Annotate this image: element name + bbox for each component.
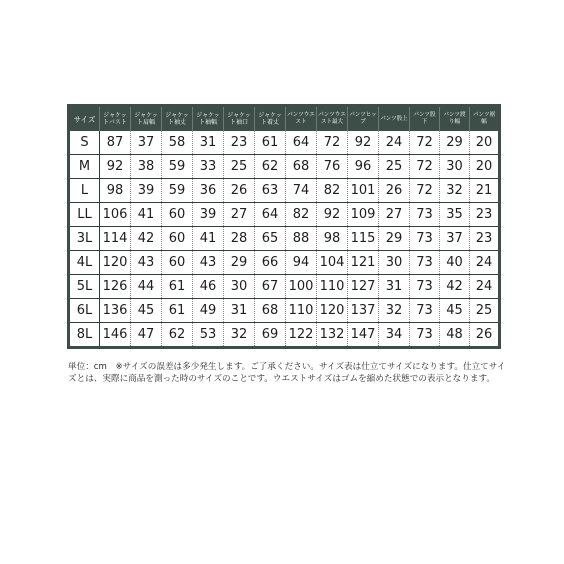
measurement-cell: 23: [224, 131, 255, 155]
table-row: [69, 131, 500, 155]
measurement-cell: 98: [100, 179, 131, 203]
header-pants-waist-max: パンツウエスト最大: [317, 106, 348, 132]
size-label-cell: 3L: [69, 227, 100, 251]
measurement-cell: 76: [317, 155, 348, 179]
measurement-cell: 73: [410, 299, 440, 323]
size-label-cell: LL: [69, 203, 100, 227]
measurement-cell: 41: [131, 203, 162, 227]
measurement-cell: 98: [317, 227, 348, 251]
measurement-cell: 60: [162, 227, 193, 251]
size-label-cell: S: [69, 131, 100, 155]
measurement-cell: 126: [100, 275, 131, 299]
size-note: 単位：cm ※サイズの誤差は多少発生します。ご了承ください。サイズ表は仕立てサイズになります。仕立てサイズとは、実際に商品を測った時のサイズのことです。ウエストサイズはゴムを縮めた状態での表示となります。: [68, 362, 506, 384]
measurement-cell: 27: [379, 203, 410, 227]
measurement-cell: 94: [286, 251, 317, 275]
header-jacket-sleeve-width: ジャケット袖幅: [193, 106, 224, 132]
measurement-cell: 121: [348, 251, 379, 275]
measurement-cell: 59: [162, 155, 193, 179]
measurement-cell: 46: [193, 275, 224, 299]
measurement-cell: 67: [255, 275, 286, 299]
header-pants-hip: パンツヒップ: [348, 106, 379, 132]
measurement-cell: 62: [162, 323, 193, 348]
measurement-cell: 32: [379, 299, 410, 323]
measurement-cell: 61: [162, 299, 193, 323]
measurement-cell: 73: [410, 203, 440, 227]
header-jacket-length: ジャケット着丈: [255, 106, 286, 132]
size-label-cell: L: [69, 179, 100, 203]
measurement-cell: 60: [162, 251, 193, 275]
measurement-cell: 136: [100, 299, 131, 323]
measurement-cell: 146: [100, 323, 131, 348]
measurement-cell: 29: [224, 251, 255, 275]
measurement-cell: 73: [410, 323, 440, 348]
measurement-cell: 20: [470, 131, 500, 155]
measurement-cell: 36: [193, 179, 224, 203]
measurement-cell: 66: [255, 251, 286, 275]
measurement-cell: 92: [348, 131, 379, 155]
measurement-cell: 65: [255, 227, 286, 251]
table-row: [69, 179, 500, 203]
measurement-cell: 96: [348, 155, 379, 179]
measurement-cell: 48: [440, 323, 470, 348]
header-pants-waist: パンツウエスト: [286, 106, 317, 132]
measurement-cell: 74: [286, 179, 317, 203]
measurement-cell: 34: [379, 323, 410, 348]
measurement-cell: 122: [286, 323, 317, 348]
measurement-cell: 42: [440, 275, 470, 299]
measurement-cell: 24: [470, 251, 500, 275]
measurement-cell: 82: [317, 179, 348, 203]
measurement-cell: 114: [100, 227, 131, 251]
measurement-cell: 44: [131, 275, 162, 299]
header-jacket-shoulder: ジャケット肩幅: [131, 106, 162, 132]
measurement-cell: 24: [379, 131, 410, 155]
measurement-cell: 47: [131, 323, 162, 348]
table-row: [69, 227, 500, 251]
measurement-cell: 88: [286, 227, 317, 251]
measurement-cell: 73: [410, 275, 440, 299]
measurement-cell: 72: [410, 155, 440, 179]
measurement-cell: 120: [317, 299, 348, 323]
measurement-cell: 109: [348, 203, 379, 227]
measurement-cell: 72: [410, 179, 440, 203]
measurement-cell: 87: [100, 131, 131, 155]
measurement-cell: 127: [348, 275, 379, 299]
measurement-cell: 64: [286, 131, 317, 155]
table-row: [69, 203, 500, 227]
measurement-cell: 58: [162, 131, 193, 155]
measurement-cell: 45: [440, 299, 470, 323]
table-header-row: [69, 106, 500, 132]
measurement-cell: 43: [193, 251, 224, 275]
measurement-cell: 26: [379, 179, 410, 203]
measurement-cell: 27: [224, 203, 255, 227]
measurement-cell: 20: [470, 155, 500, 179]
measurement-cell: 68: [286, 155, 317, 179]
table-body: [69, 131, 500, 348]
measurement-cell: 43: [131, 251, 162, 275]
measurement-cell: 92: [100, 155, 131, 179]
measurement-cell: 29: [440, 131, 470, 155]
measurement-cell: 30: [379, 251, 410, 275]
measurement-cell: 61: [255, 131, 286, 155]
measurement-cell: 62: [255, 155, 286, 179]
measurement-cell: 137: [348, 299, 379, 323]
measurement-cell: 49: [193, 299, 224, 323]
measurement-cell: 28: [224, 227, 255, 251]
measurement-cell: 24: [470, 275, 500, 299]
measurement-cell: 110: [286, 299, 317, 323]
header-size: サイズ: [69, 106, 100, 132]
measurement-cell: 147: [348, 323, 379, 348]
measurement-cell: 39: [193, 203, 224, 227]
measurement-cell: 82: [286, 203, 317, 227]
measurement-cell: 37: [440, 227, 470, 251]
size-label-cell: 5L: [69, 275, 100, 299]
measurement-cell: 21: [470, 179, 500, 203]
measurement-cell: 72: [410, 131, 440, 155]
measurement-cell: 60: [162, 203, 193, 227]
measurement-cell: 23: [470, 227, 500, 251]
measurement-cell: 31: [224, 299, 255, 323]
measurement-cell: 30: [224, 275, 255, 299]
measurement-cell: 26: [475, 327, 493, 342]
table-row: [69, 323, 500, 348]
measurement-cell: 101: [348, 179, 379, 203]
measurement-cell: 25: [470, 299, 500, 323]
measurement-cell: 64: [255, 203, 286, 227]
measurement-cell: 32: [440, 179, 470, 203]
measurement-cell: 40: [440, 251, 470, 275]
measurement-cell: 63: [255, 179, 286, 203]
measurement-cell: 72: [317, 131, 348, 155]
measurement-cell: 73: [410, 251, 440, 275]
measurement-cell: 31: [379, 275, 410, 299]
measurement-cell: 38: [131, 155, 162, 179]
measurement-cell: 42: [131, 227, 162, 251]
header-pants-inseam: パンツ股下: [410, 106, 440, 132]
measurement-cell: 106: [100, 203, 131, 227]
size-label-cell: 8L: [69, 323, 100, 348]
measurement-cell: 110: [317, 275, 348, 299]
measurement-cell: 115: [348, 227, 379, 251]
measurement-cell: 32: [224, 323, 255, 348]
measurement-cell: 68: [255, 299, 286, 323]
header-pants-thigh: パンツ渡り幅: [440, 106, 470, 132]
measurement-cell: 25: [224, 155, 255, 179]
measurement-cell: 132: [317, 323, 348, 348]
measurement-cell: 35: [440, 203, 470, 227]
measurement-cell: 25: [379, 155, 410, 179]
measurement-cell: 53: [193, 323, 224, 348]
measurement-cell: 23: [470, 203, 500, 227]
header-jacket-bust: ジャケットバスト: [100, 106, 131, 132]
measurement-cell: 59: [162, 179, 193, 203]
size-label-cell: 4L: [69, 251, 100, 275]
measurement-cell: 41: [193, 227, 224, 251]
measurement-cell: 73: [410, 227, 440, 251]
table-row: [69, 251, 500, 275]
header-pants-rise: パンツ股上: [379, 106, 410, 132]
measurement-cell: 92: [317, 203, 348, 227]
size-label-cell: 6L: [69, 299, 100, 323]
size-label-cell: M: [69, 155, 100, 179]
measurement-cell: 104: [317, 251, 348, 275]
measurement-cell: 39: [131, 179, 162, 203]
header-jacket-cuff: ジャケット袖口: [224, 106, 255, 132]
measurement-cell: 30: [440, 155, 470, 179]
measurement-cell: 37: [131, 131, 162, 155]
measurement-cell: 33: [193, 155, 224, 179]
table-row: [69, 155, 500, 179]
measurement-cell: 31: [193, 131, 224, 155]
measurement-cell: 120: [100, 251, 131, 275]
measurement-cell: 69: [255, 323, 286, 348]
measurement-cell: 26: [224, 179, 255, 203]
table-row: [69, 275, 500, 299]
measurement-cell: 61: [162, 275, 193, 299]
header-pants-hem: パンツ裾幅: [470, 106, 500, 132]
header-jacket-sleeve-length: ジャケット袖丈: [162, 106, 193, 132]
measurement-cell: 29: [379, 227, 410, 251]
measurement-cell: 100: [286, 275, 317, 299]
table-row: [69, 299, 500, 323]
measurement-cell: 45: [131, 299, 162, 323]
size-chart-table: [67, 104, 501, 349]
